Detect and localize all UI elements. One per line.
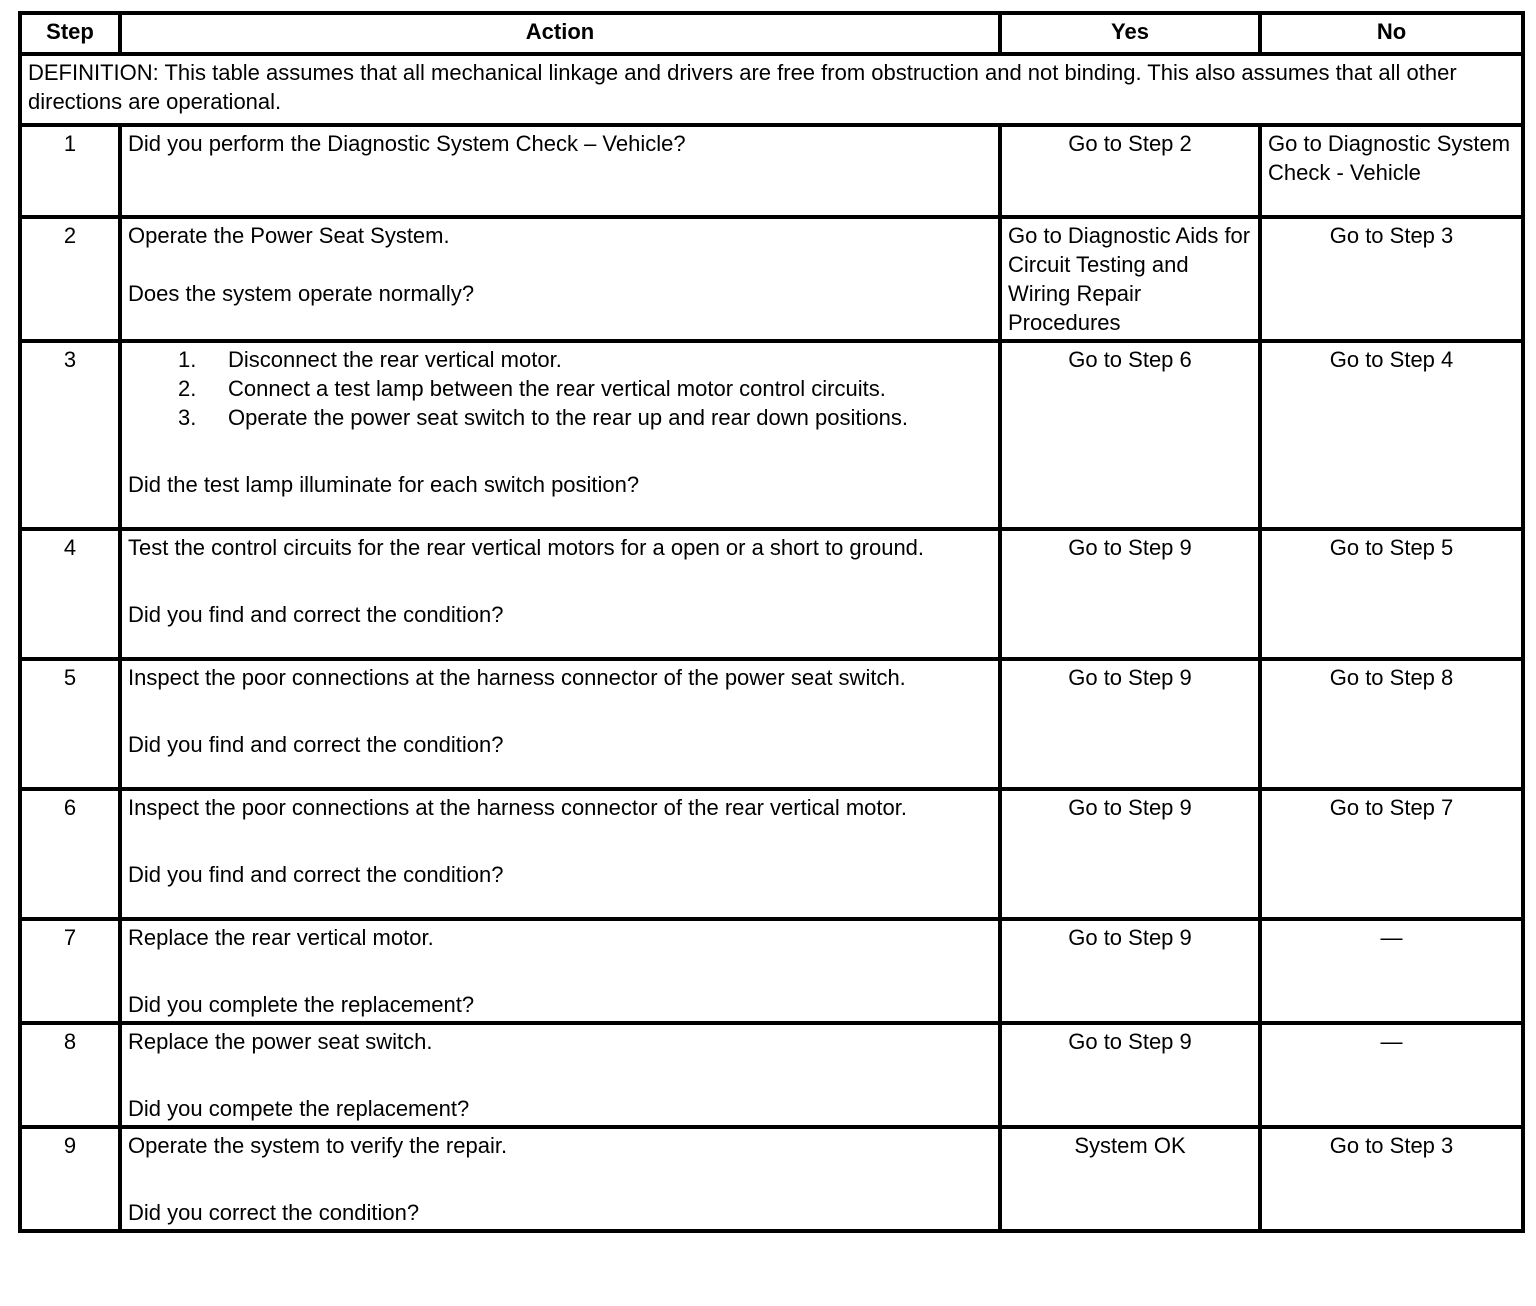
action-cell xyxy=(120,789,1000,919)
no-cell: Go to Step 5 xyxy=(1260,529,1523,659)
action-question: Did you complete the replacement? xyxy=(128,992,475,1017)
step-number: 3 xyxy=(20,341,120,529)
header-row xyxy=(20,13,1523,54)
action-question: Did you compete the replacement? xyxy=(128,1096,470,1121)
step-number: 8 xyxy=(20,1023,120,1127)
action-cell xyxy=(120,341,1000,529)
action-cell xyxy=(120,659,1000,789)
action-cell xyxy=(120,1023,1000,1127)
step-number: 4 xyxy=(20,529,120,659)
action-steps-list xyxy=(128,345,992,432)
table-row xyxy=(20,529,1523,659)
action-question: Did you correct the condition? xyxy=(128,1200,420,1225)
definition-row xyxy=(20,54,1523,125)
table-row xyxy=(20,125,1523,217)
header-action: Action xyxy=(120,13,1000,54)
action-text: Inspect the poor connections at the harness connector of the rear vertical motor. xyxy=(128,795,907,820)
yes-cell: Go to Step 9 xyxy=(1000,529,1260,659)
list-text: Operate the power seat switch to the rear up and rear down positions. xyxy=(228,405,908,430)
list-text: Disconnect the rear vertical motor. xyxy=(228,347,562,372)
table-row xyxy=(20,1127,1523,1231)
definition-text: DEFINITION: This table assumes that all mechanical linkage and drivers are free from obstruction and not binding. This also assumes that all other directions are operational. xyxy=(20,54,1523,125)
table-row xyxy=(20,217,1523,341)
action-text: Test the control circuits for the rear vertical motors for a open or a short to ground. xyxy=(128,535,925,560)
table-row xyxy=(20,789,1523,919)
step-number: 5 xyxy=(20,659,120,789)
list-number: 2. xyxy=(178,376,197,401)
no-cell: Go to Diagnostic System Check - Vehicle xyxy=(1260,125,1523,217)
action-cell xyxy=(120,529,1000,659)
no-cell: Go to Step 3 xyxy=(1260,1127,1523,1231)
table-row xyxy=(20,659,1523,789)
yes-cell: Go to Diagnostic Aids for Circuit Testing and Wiring Repair Procedures xyxy=(1000,217,1260,341)
list-item xyxy=(178,374,992,403)
header-step: Step xyxy=(20,13,120,54)
action-question: Did you find and correct the condition? xyxy=(128,732,504,757)
action-cell xyxy=(120,1127,1000,1231)
yes-cell: Go to Step 2 xyxy=(1000,125,1260,217)
action-question: Did you find and correct the condition? xyxy=(128,862,504,887)
yes-cell: System OK xyxy=(1000,1127,1260,1231)
table-row xyxy=(20,1023,1523,1127)
action-text: Operate the Power Seat System. xyxy=(128,223,450,248)
step-number: 7 xyxy=(20,919,120,1023)
action-text: Replace the rear vertical motor. xyxy=(128,925,434,950)
yes-cell: Go to Step 9 xyxy=(1000,659,1260,789)
action-text: Inspect the poor connections at the harness connector of the power seat switch. xyxy=(128,665,906,690)
step-number: 6 xyxy=(20,789,120,919)
header-no: No xyxy=(1260,13,1523,54)
yes-cell: Go to Step 9 xyxy=(1000,789,1260,919)
yes-cell: Go to Step 9 xyxy=(1000,919,1260,1023)
no-cell: Go to Step 3 xyxy=(1260,217,1523,341)
no-cell: Go to Step 4 xyxy=(1260,341,1523,529)
table-row xyxy=(20,341,1523,529)
action-question: Does the system operate normally? xyxy=(128,281,475,306)
no-cell: Go to Step 8 xyxy=(1260,659,1523,789)
step-number: 1 xyxy=(20,125,120,217)
action-question: Did the test lamp illuminate for each switch position? xyxy=(128,472,640,497)
action-cell xyxy=(120,125,1000,217)
action-text: Did you perform the Diagnostic System Check – Vehicle? xyxy=(128,131,686,156)
list-number: 1. xyxy=(178,347,197,372)
header-yes: Yes xyxy=(1000,13,1260,54)
list-text: Connect a test lamp between the rear vertical motor control circuits. xyxy=(228,376,886,401)
action-cell xyxy=(120,217,1000,341)
list-item xyxy=(178,403,992,432)
action-question: Did you find and correct the condition? xyxy=(128,602,504,627)
table-row xyxy=(20,919,1523,1023)
list-number: 3. xyxy=(178,405,197,430)
no-cell: Go to Step 7 xyxy=(1260,789,1523,919)
action-text: Operate the system to verify the repair. xyxy=(128,1133,508,1158)
yes-cell: Go to Step 6 xyxy=(1000,341,1260,529)
step-number: 2 xyxy=(20,217,120,341)
action-text: Replace the power seat switch. xyxy=(128,1029,433,1054)
yes-cell: Go to Step 9 xyxy=(1000,1023,1260,1127)
no-cell: — xyxy=(1260,919,1523,1023)
no-cell: — xyxy=(1260,1023,1523,1127)
list-item xyxy=(178,345,992,374)
diagnostic-table xyxy=(18,11,1525,1233)
step-number: 9 xyxy=(20,1127,120,1231)
action-cell xyxy=(120,919,1000,1023)
